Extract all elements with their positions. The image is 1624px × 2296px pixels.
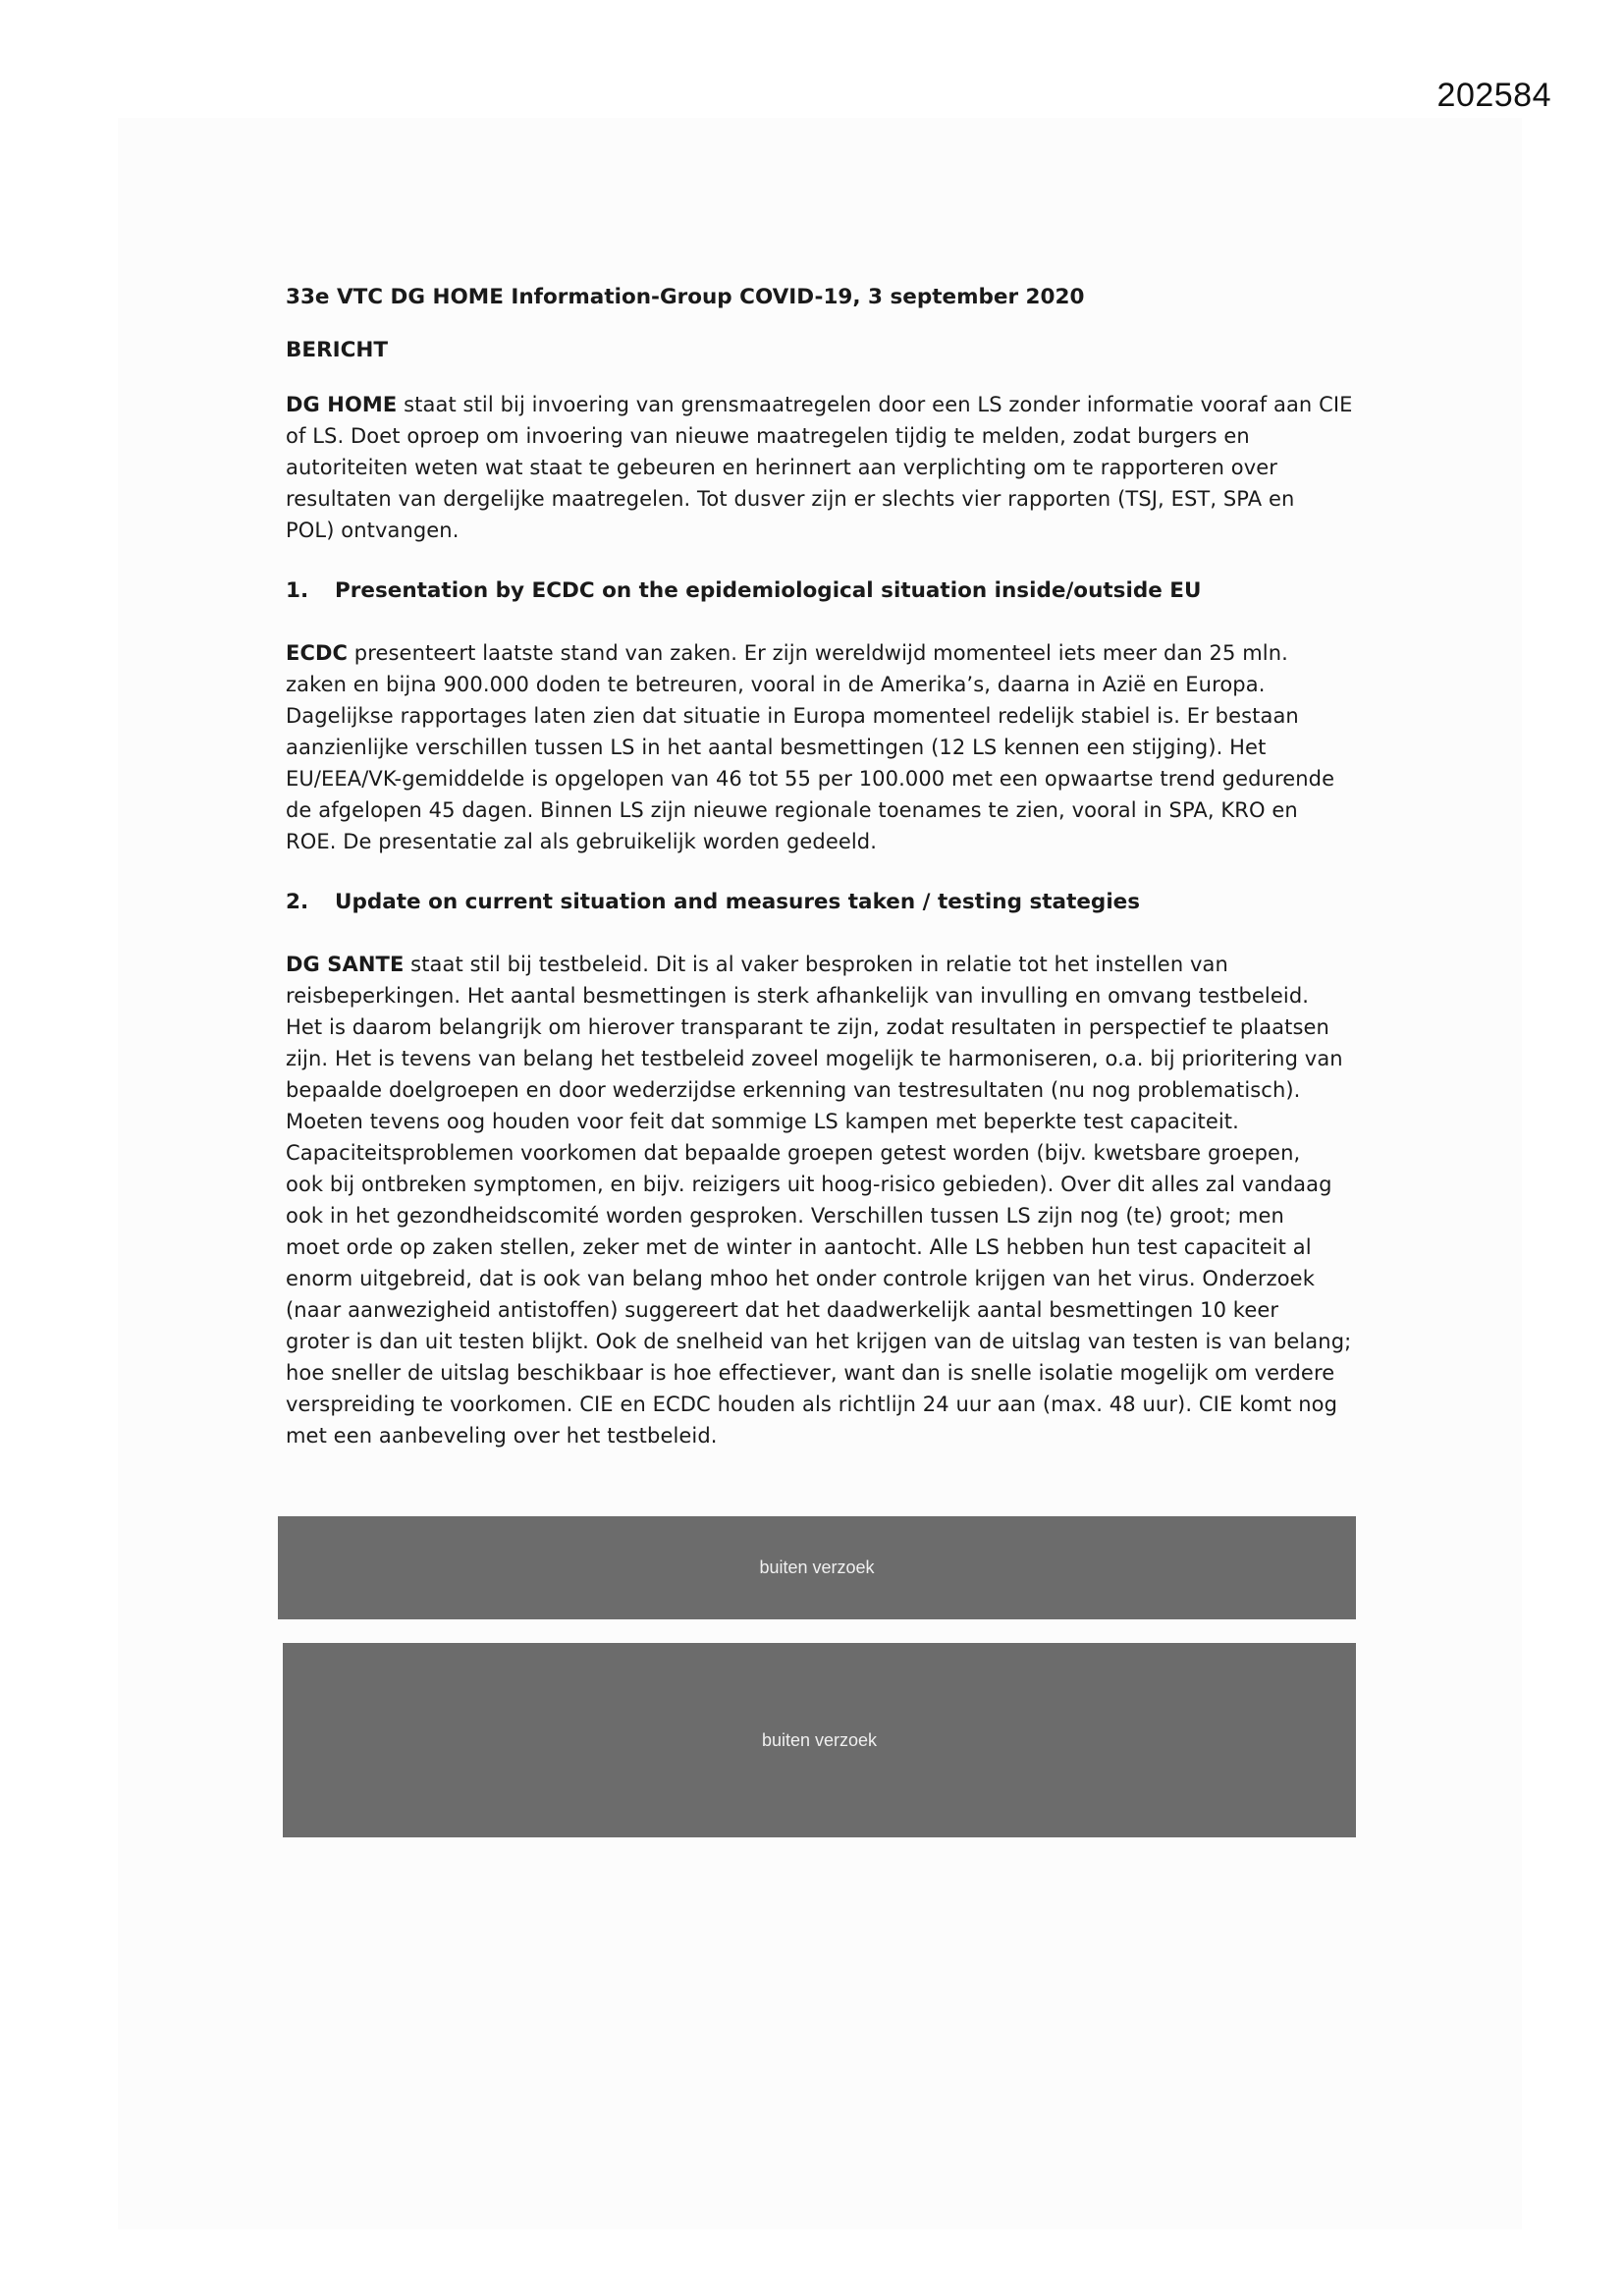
document-title: 33e VTC DG HOME Information-Group COVID-19, 3 september 2020 — [286, 285, 1085, 309]
section-2-line: met een aanbeveling over het testbeleid. — [286, 1424, 718, 1448]
section-1-number: 1. — [286, 578, 309, 603]
document-number: 202584 — [1436, 77, 1551, 114]
intro-line: resultaten van dergelijke maatregelen. Tot dusver zijn er slechts vier rapporten (TSJ, EST, SPA en — [286, 487, 1295, 511]
section-1-paragraph — [286, 637, 1366, 857]
intro-line: of LS. Doet oproep om invoering van nieuwe maatregelen tijdig te melden, zodat burgers en — [286, 424, 1250, 448]
section-2-line: enorm uitgebreid, dat is ook van belang mhoo het onder controle krijgen van het virus. Onderzoek — [286, 1267, 1315, 1290]
section-2-line: reisbeperkingen. Het aantal besmettingen is sterk afhankelijk van invulling en omvang testbeleid. — [286, 984, 1310, 1008]
section-1-line: de afgelopen 45 dagen. Binnen LS zijn nieuwe regionale toenames te zien, vooral in SPA, KRO en — [286, 798, 1298, 822]
section-1-line: Dagelijkse rapportages laten zien dat situatie in Europa momenteel redelijk stabiel is. Er bestaan — [286, 704, 1299, 728]
section-2-line: moet orde op zaken stellen, zeker met de winter in aantocht. Alle LS hebben hun test capaciteit al — [286, 1235, 1312, 1259]
redaction-block — [278, 1516, 1356, 1619]
section-2-line: groter is dan uit testen blijkt. Ook de snelheid van het krijgen van de uitslag van testen is van belang; — [286, 1330, 1352, 1353]
section-2-line: zijn. Het is tevens van belang het testbeleid zoveel mogelijk te harmoniseren, o.a. bij prioritering van — [286, 1047, 1343, 1070]
section-1-heading — [286, 575, 1366, 607]
redaction-block — [283, 1643, 1356, 1837]
intro-lead: DG HOME — [286, 393, 398, 416]
section-2-line: bepaalde doelgroepen en door wederzijdse erkenning van testresultaten (nu nog problematisch). — [286, 1078, 1301, 1102]
intro-line: staat stil bij invoering van grensmaatregelen door een LS zonder informatie vooraf aan CIE — [397, 393, 1353, 416]
section-2-title: Update on current situation and measures taken / testing stategies — [335, 890, 1141, 914]
section-2-number: 2. — [286, 890, 309, 914]
section-2-line: Capaciteitsproblemen voorkomen dat bepaalde groepen getest worden (bijv. kwetsbare groepen, — [286, 1141, 1301, 1165]
intro-paragraph — [286, 389, 1366, 546]
intro-line: POL) ontvangen. — [286, 519, 460, 542]
section-2-line: (naar aanwezigheid antistoffen) suggereert dat het daadwerkelijk aantal besmettingen 10 keer — [286, 1298, 1279, 1322]
document-body — [286, 282, 1366, 1481]
section-2-line: ook in het gezondheidscomité worden gesproken. Verschillen tussen LS zijn nog (te) groot; men — [286, 1204, 1284, 1228]
section-2-heading — [286, 887, 1366, 918]
section-2-paragraph — [286, 949, 1366, 1451]
redaction-label: buiten verzoek — [759, 1558, 875, 1577]
document-subtitle: BERICHT — [286, 338, 389, 362]
section-2-line: hoe sneller de uitslag beschikbaar is hoe effectiever, want dan is snelle isolatie mogelijk om verdere — [286, 1361, 1335, 1385]
section-1-title: Presentation by ECDC on the epidemiological situation inside/outside EU — [335, 578, 1202, 603]
redaction-label: buiten verzoek — [761, 1729, 878, 1750]
section-2-line: staat stil bij testbeleid. Dit is al vaker besproken in relatie tot het instellen van — [404, 953, 1228, 976]
section-1-line: presenteert laatste stand van zaken. Er zijn wereldwijd momenteel iets meer dan 25 mln. — [348, 641, 1288, 665]
section-2-lead: DG SANTE — [286, 953, 405, 976]
section-1-line: ROE. De presentatie zal als gebruikelijk worden gedeeld. — [286, 830, 877, 853]
section-2-line: verspreiding te voorkomen. CIE en ECDC houden als richtlijn 24 uur aan (max. 48 uur). CIE komt nog — [286, 1393, 1338, 1416]
section-1-lead: ECDC — [286, 641, 349, 665]
intro-line: autoriteiten weten wat staat te gebeuren en herinnert aan verplichting om te rapporteren over — [286, 456, 1278, 479]
section-2-line: ook bij ontbreken symptomen, en bijv. reizigers uit hoog-risico gebieden). Over dit alles zal vandaag — [286, 1173, 1332, 1196]
section-2-line: Moeten tevens oog houden voor feit dat sommige LS kampen met beperkte test capaciteit. — [286, 1110, 1239, 1133]
section-2-line: Het is daarom belangrijk om hierover transparant te zijn, zodat resultaten in perspectief te plaatsen — [286, 1015, 1329, 1039]
section-1-line: aanzienlijke verschillen tussen LS in het aantal besmettingen (12 LS kennen een stijging). Het — [286, 736, 1267, 759]
section-1-line: zaken en bijna 900.000 doden te betreuren, vooral in de Amerika’s, daarna in Azië en Europa. — [286, 673, 1266, 696]
section-1-line: EU/EEA/VK-gemiddelde is opgelopen van 46 tot 55 per 100.000 met een opwaartse trend gedurende — [286, 767, 1335, 791]
